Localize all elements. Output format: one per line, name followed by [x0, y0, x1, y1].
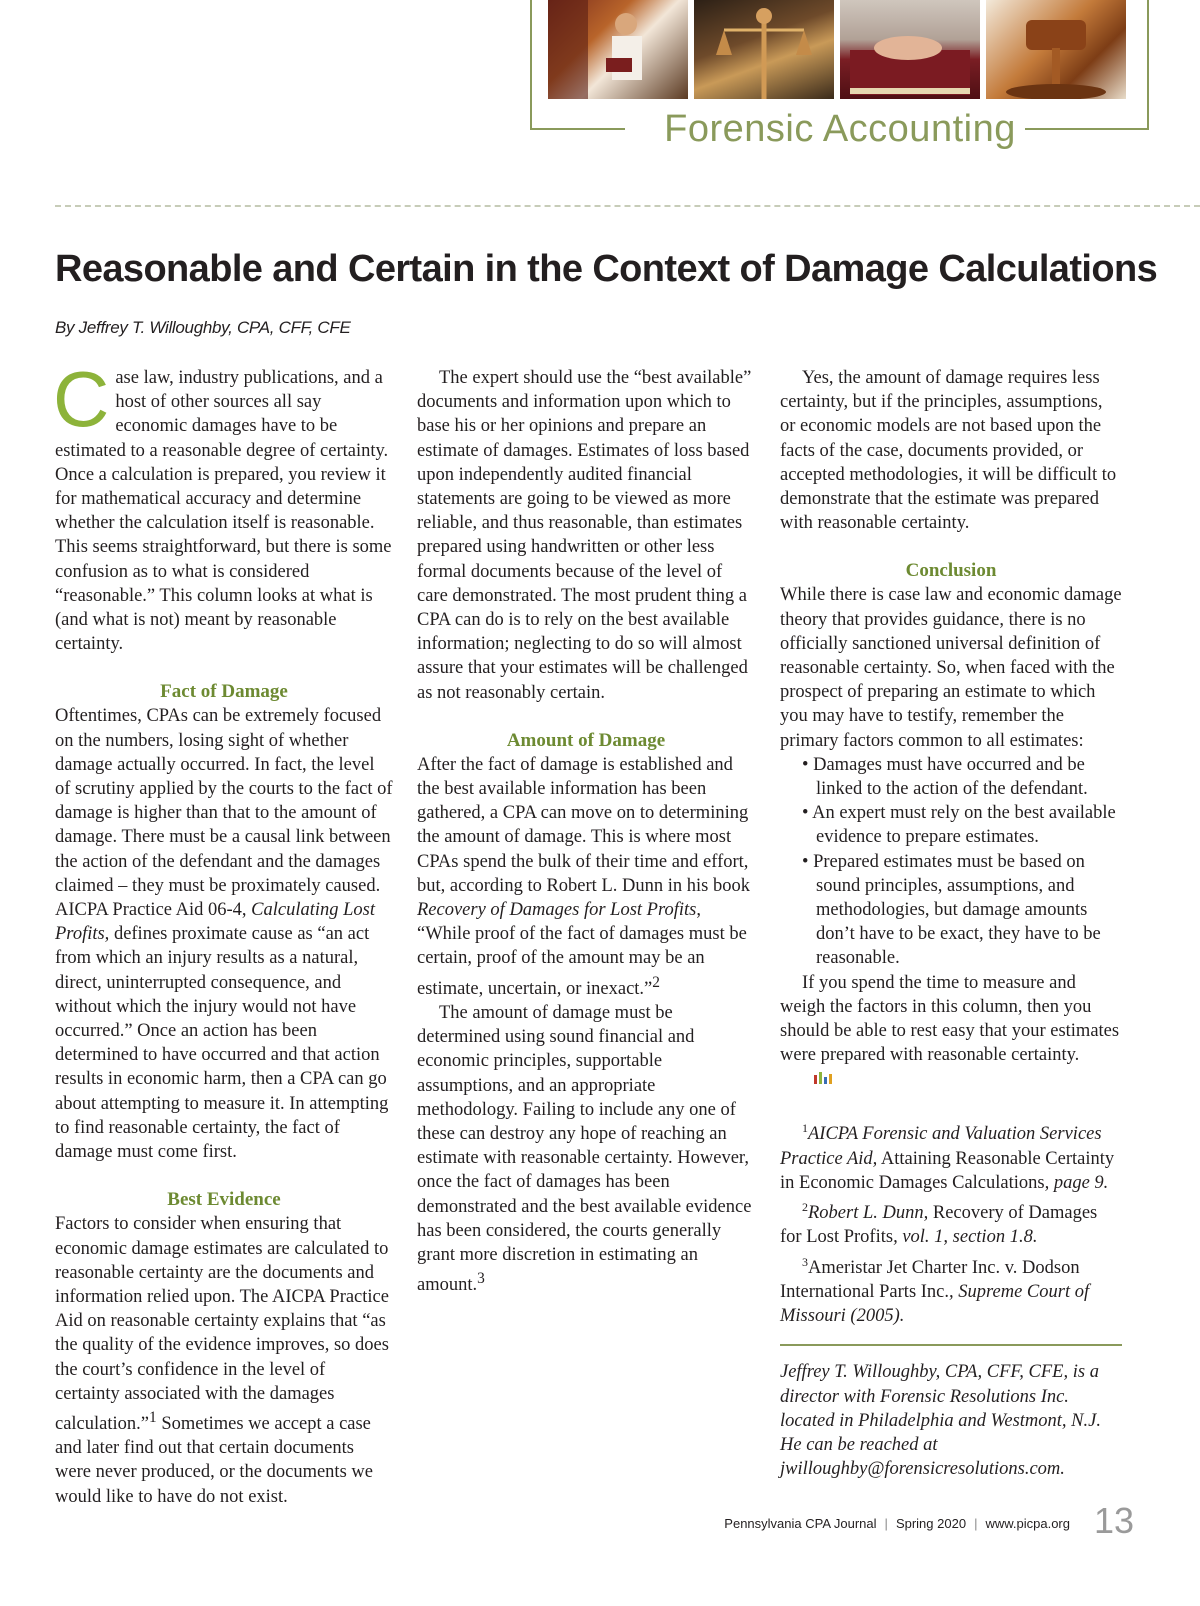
list-item: • Damages must have occurred and be linked to the action of the defendant. — [802, 754, 1088, 800]
subheading-conclusion: Conclusion — [905, 560, 997, 582]
footnote-2-volume: , vol. 1, section 1.8. — [893, 1227, 1038, 1248]
man-reading-book-illustration — [548, 0, 688, 99]
gavel-illustration — [986, 0, 1126, 99]
footnotes — [780, 1116, 1122, 1328]
key-factors-list — [780, 753, 1122, 971]
subheading-best-evidence: Best Evidence — [167, 1189, 281, 1211]
evidence-text: Factors to consider when ensuring that economic damage estimates are calculated to reasonable certainty are the documents and information relied upon. The AICPA Practice Aid on reasonable certainty explains that “as the quality of the evidence improves, so does the court’s confidence in the level of certainty associated with the damages calculation.” — [55, 1214, 389, 1435]
footnote-3-case: Ameristar Jet Charter Inc. v. Dodson International Parts Inc. — [780, 1257, 1080, 1303]
page-footer — [724, 1516, 1070, 1531]
fact-publication-title: Calculating Lost Profits, — [55, 900, 376, 945]
section-title: Forensic Accounting — [664, 108, 1016, 150]
footer-separator: | — [974, 1516, 978, 1531]
gavel-photo — [986, 0, 1126, 99]
column-1 — [53, 355, 393, 1509]
intro-text: ase law, industry publications, and a host of other sources all say economic damages have to be estimated to a reasonable degree of certainty. Once a calculation is prepared, you review it for mathematical accuracy and determine whether the calculation itself is reasonable. This seems straightforward, but there is some confusion as to what is considered “reasonable.” This column looks at what is (and what is not) meant by reasonable certainty. — [55, 368, 392, 655]
list-item: • An expert must rely on the best available evidence to prepare estimates. — [802, 803, 1116, 848]
drop-cap: C — [53, 355, 110, 443]
header-photo-strip — [548, 0, 1126, 99]
lady-justice-illustration — [694, 0, 834, 99]
conclusion-paragraph-1: While there is case law and economic damage theory that provides guidance, there is no officially sanctioned universal definition of reasonable certainty. So, when faced with the prospect of preparing an estimate to which you may have to testify, remember the primary factors common to all estimates: — [780, 585, 1122, 751]
hand-on-book-photo — [840, 0, 980, 99]
amount-book-title: Recovery of Damages for Lost Profits — [417, 900, 697, 921]
byline: By Jeffrey T. Willoughby, CPA, CFF, CFE — [55, 318, 351, 337]
footnote-3-court: , Supreme Court of Missouri (2005). — [780, 1282, 1090, 1327]
column-2 — [417, 366, 755, 1298]
footnote-2-title: Recovery of Damages for Lost Profits — [780, 1203, 1098, 1248]
footnote-1-source: AICPA Forensic and Valuation Services Practice Aid, — [780, 1124, 1102, 1169]
footnote-number: 3 — [802, 1254, 808, 1269]
fact-paragraph — [55, 704, 393, 1164]
footnote-2 — [780, 1195, 1122, 1250]
subheading-amount-of-damage: Amount of Damage — [506, 729, 666, 751]
footnote-ref-3: 3 — [477, 1270, 485, 1288]
footnote-number: 1 — [802, 1121, 808, 1136]
footnote-1 — [780, 1116, 1122, 1195]
conclusion-text-2: If you spend the time to measure and weigh the factors in this column, then you should be able to rest easy that your estimates were prepared with reasonable certainty. — [780, 972, 1120, 1066]
article-title: Reasonable and Certain in the Context of Damage Calculations — [55, 248, 1158, 290]
bio-divider — [780, 1344, 1122, 1346]
amount-paragraph-3: Yes, the amount of damage requires less certainty, but if the principles, assumptions, or economic models are not based upon the facts of the case, documents provided, or accepted methodologies, it will be difficult to demonstrate that the estimate was prepared with reasonable certainty. — [780, 368, 1117, 534]
end-mark-svg — [812, 1069, 836, 1085]
footnote-3 — [780, 1250, 1122, 1329]
footer-website[interactable]: www.picpa.org — [985, 1516, 1070, 1531]
footer-issue: Spring 2020 — [895, 1516, 967, 1531]
evidence-paragraph-2: The expert should use the “best available” documents and information upon which to base his or her opinions and prepare an estimate of damages. Estimates of loss based upon independently audited financial statements are going to be viewed as more reliable, and thus reasonable, than estimates prepared using handwritten or other less formal documents because of the level of care demonstrated. The most prudent thing a CPA can do is to rely on the best available information; neglecting to do so will almost assure that your estimates will be challenged as not reasonably certain. — [417, 368, 752, 703]
amount-text-b: , “While proof of the fact of damages must be certain, proof of the amount may be an estimate, uncertain, or inexact.” — [417, 900, 747, 999]
conclusion-paragraph-2 — [780, 971, 1122, 1093]
man-reading-book-photo — [548, 0, 688, 99]
hand-on-book-illustration — [840, 0, 980, 99]
evidence-text-end: Sometimes we accept a case and later find out that certain documents were never produced, or the documents we would like to have do not exist. — [55, 1414, 373, 1507]
picpa-end-mark-icon — [790, 1068, 836, 1092]
page-number: 13 — [1093, 1500, 1134, 1541]
lady-justice-statue-photo — [694, 0, 834, 99]
footer-separator: | — [884, 1516, 888, 1531]
dashed-divider — [55, 205, 1200, 207]
amount-text-2: The amount of damage must be determined using sound financial and economic principles, supportable assumptions, and an appropriate methodology. Failing to include any one of these can destroy any hope of reaching an estimate with reasonable certainty. However, once the fact of damages has been demonstrated and the best available evidence has been considered, the courts generally grant more discretion in estimating an amount. — [417, 1003, 752, 1296]
fact-text-a: Oftentimes, CPAs can be extremely focused on the numbers, losing sight of whether damage actually occurred. In fact, the level of scrutiny applied by the courts to the fact of damage is higher than that to the amount of damage. There must be a causal link between the action of the defendant and the damages claimed – they must be proximately caused. AICPA Practice Aid 06-4, — [55, 706, 393, 921]
subheading-fact-of-damage: Fact of Damage — [160, 681, 288, 703]
list-item: • Prepared estimates must be based on sound principles, assumptions, and methodologies, but damage amounts don’t have to be exact, they have to be reasonable. — [802, 851, 1101, 969]
footnote-2-author: Robert L. Dunn, — [808, 1203, 929, 1224]
amount-paragraph-2 — [417, 1001, 755, 1298]
footnote-ref-2: 2 — [652, 973, 660, 991]
footnote-1-title: Attaining Reasonable Certainty in Economic Damages Calculations — [780, 1148, 1115, 1193]
footnote-number: 2 — [802, 1200, 808, 1215]
amount-text-a: After the fact of damage is established and the best available information has been gathered, a CPA can move on to determining the amount of damage. This is where most CPAs spend the bulk of their time and effort, but, according to Robert L. Dunn in his book — [417, 754, 750, 896]
amount-paragraph-1 — [417, 753, 755, 1001]
author-bio: Jeffrey T. Willoughby, CPA, CFF, CFE, is a director with Forensic Resolutions Inc. located in Philadelphia and Westmont, N.J. He can be reached at jwilloughby@forensicresolutions.com. — [780, 1362, 1101, 1480]
evidence-paragraph-1 — [55, 1212, 393, 1509]
footer-journal: Pennsylvania CPA Journal — [724, 1516, 877, 1531]
footnote-ref-1: 1 — [149, 1408, 157, 1426]
column-3 — [780, 366, 1122, 1481]
footnote-1-page: , page 9. — [1044, 1172, 1109, 1193]
intro-paragraph — [53, 355, 393, 656]
fact-text-b: defines proximate cause as “an act from which an injury results as a natural, direct, uninterrupted consequence, and without which the injury would not have occurred.” Once an action has been determined to have occurred and that action results in economic harm, then a CPA can go about attempting to measure it. In attempting to find reasonable certainty, the fact of damage must come first. — [55, 924, 389, 1163]
